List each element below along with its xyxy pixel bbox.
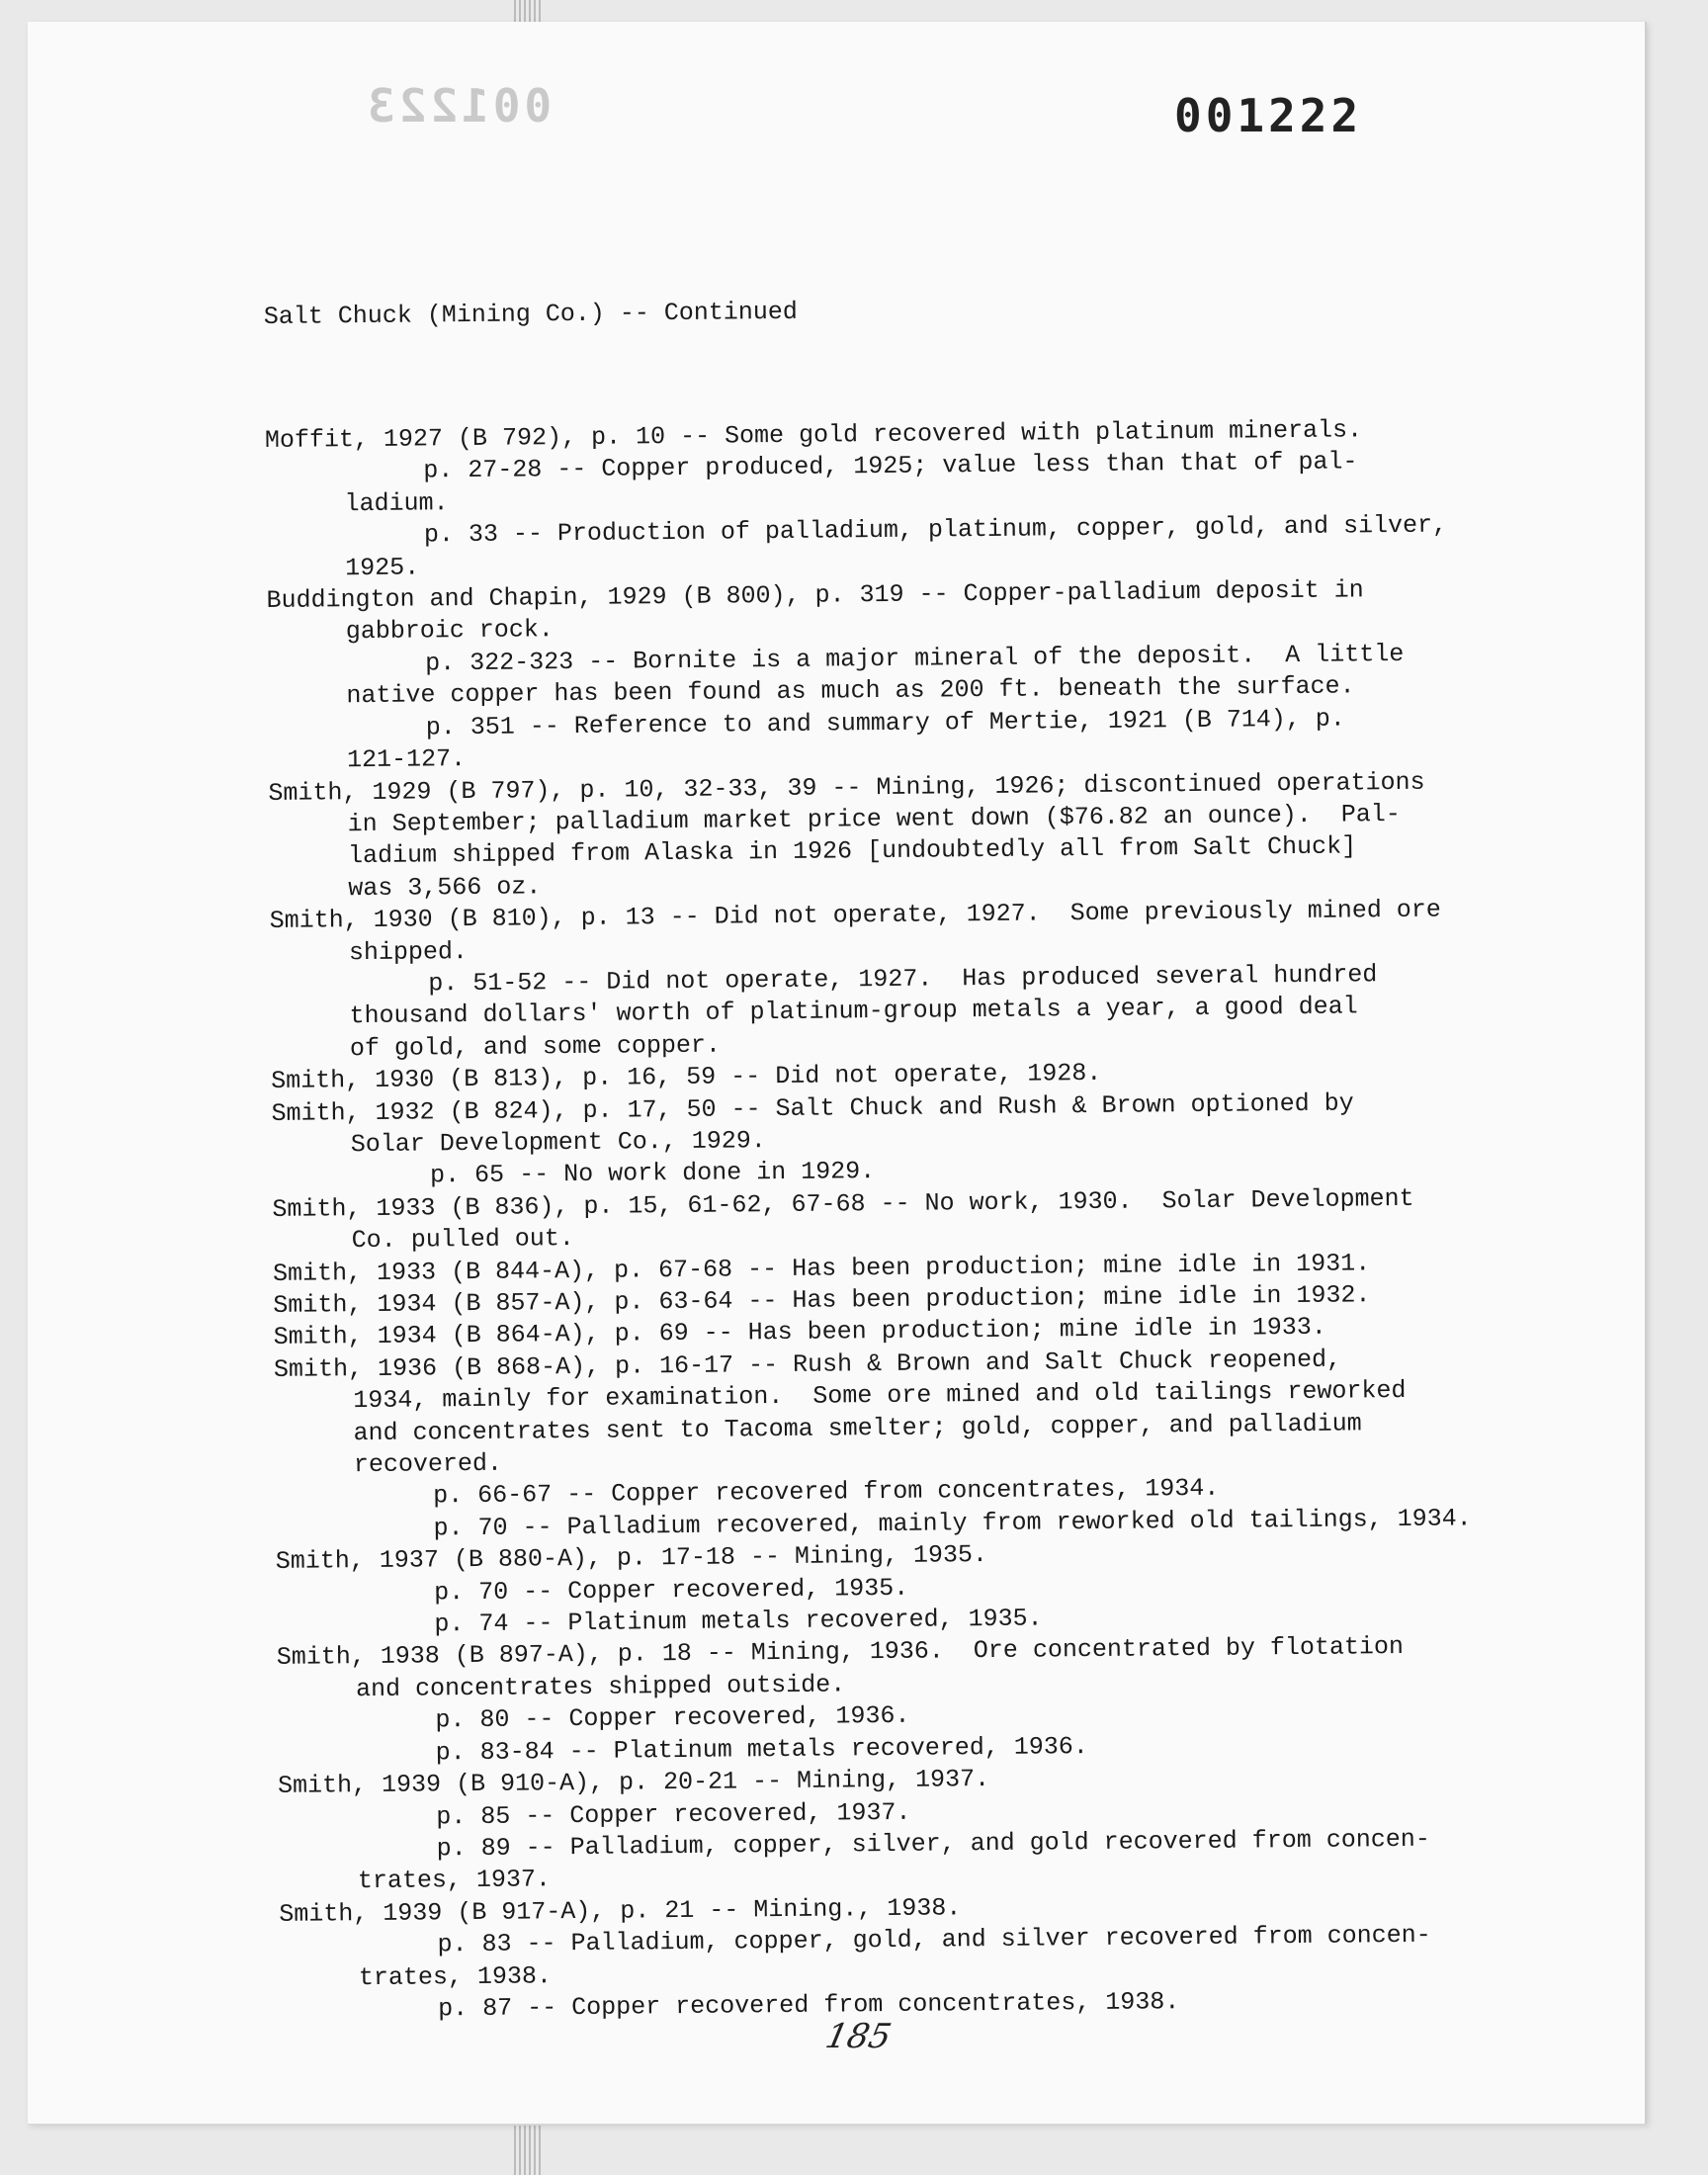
text-line: p. 65 -- No work done in 1929. <box>429 1157 876 1190</box>
document-number: 001222 <box>1174 89 1363 142</box>
text-line: Smith, 1936 (B 868-A), p. 16-17 -- Rush & Brown and Salt Chuck reopened, <box>273 1345 1342 1384</box>
text-line: Smith, 1934 (B 857-A), p. 63-64 -- Has been production; mine idle in 1932. <box>273 1280 1371 1320</box>
text-line: 1925. <box>345 553 420 582</box>
text-line: shipped. <box>348 936 469 967</box>
text-line: trates, 1938. <box>358 1960 553 1992</box>
text-line: 1934, mainly for examination. Some ore mined and old tailings reworked <box>353 1376 1407 1416</box>
text-line: Smith, 1937 (B 880-A), p. 17-18 -- Mining, 1935. <box>275 1540 988 1577</box>
text-line: thousand dollars' worth of platinum-group metals a year, a good deal <box>349 992 1358 1031</box>
text-line: p. 351 -- Reference to and summary of Mertie, 1921 (B 714), p. <box>425 704 1346 742</box>
text-line: p. 89 -- Palladium, copper, silver, and gold recovered from concen- <box>436 1824 1430 1864</box>
text-line: Smith, 1939 (B 917-A), p. 21 -- Mining., 1938. <box>279 1893 962 1929</box>
text-line: p. 322-323 -- Bornite is a major mineral of the deposit. A little <box>425 639 1405 678</box>
text-line: ladium. <box>344 488 449 519</box>
text-line: p. 66-67 -- Copper recovered from concentrates, 1934. <box>433 1474 1220 1511</box>
document-page <box>28 22 1647 2125</box>
scan-edge-top <box>514 0 544 22</box>
text-line: Smith, 1939 (B 910-A), p. 20-21 -- Mining, 1937. <box>277 1765 990 1801</box>
text-line: Smith, 1934 (B 864-A), p. 69 -- Has been production; mine idle in 1933. <box>273 1313 1326 1352</box>
reference-list <box>265 412 1604 2027</box>
text-line: Moffit, 1927 (B 792), p. 10 -- Some gold recovered with platinum minerals. <box>264 415 1363 456</box>
scan-edge-bottom <box>514 2126 544 2175</box>
text-line: Smith, 1933 (B 844-A), p. 67-68 -- Has been production; mine idle in 1931. <box>272 1248 1371 1288</box>
text-line: p. 70 -- Palladium recovered, mainly from reworked old tailings, 1934. <box>433 1504 1472 1543</box>
text-line: in September; palladium market price went down ($76.82 an ounce). Pal- <box>347 799 1401 839</box>
text-line: p. 85 -- Copper recovered, 1937. <box>436 1797 911 1831</box>
text-line: p. 80 -- Copper recovered, 1936. <box>435 1701 910 1735</box>
text-line: p. 87 -- Copper recovered from concentrates, 1938. <box>438 1987 1180 2024</box>
text-line: p. 51-52 -- Did not operate, 1927. Has produced several hundred <box>428 960 1378 999</box>
text-line: Smith, 1933 (B 836), p. 15, 61-62, 67-68 -- No work, 1930. Solar Development <box>272 1183 1414 1224</box>
document-number-mirrored: 001223 <box>364 79 553 132</box>
text-line: and concentrates shipped outside. <box>355 1670 846 1704</box>
text-line: p. 83 -- Palladium, copper, gold, and silver recovered from concen- <box>437 1920 1431 1959</box>
text-line: Co. pulled out. <box>351 1224 574 1256</box>
text-line: was 3,566 oz. <box>348 872 542 903</box>
text-line: Solar Development Co., 1929. <box>350 1126 767 1160</box>
section-heading: Salt Chuck (Mining Co.) -- Continued <box>263 297 798 331</box>
text-line: p. 27-28 -- Copper produced, 1925; value less than that of pal- <box>423 447 1358 485</box>
text-line: ladium shipped from Alaska in 1926 [undoubtedly all from Salt Chuck] <box>347 831 1357 871</box>
page-number: 185 <box>821 2017 896 2056</box>
text-line: Smith, 1929 (B 797), p. 10, 32-33, 39 -- Mining, 1926; discontinued operations <box>268 767 1425 808</box>
text-line: p. 74 -- Platinum metals recovered, 1935. <box>434 1604 1043 1639</box>
text-line: 121-127. <box>346 744 467 775</box>
text-line: Smith, 1930 (B 813), p. 16, 59 -- Did not operate, 1928. <box>271 1059 1102 1096</box>
text-line: p. 70 -- Copper recovered, 1935. <box>434 1573 909 1608</box>
text-line: Buddington and Chapin, 1929 (B 800), p. 319 -- Copper-palladium deposit in <box>266 575 1364 616</box>
document-body <box>263 224 1605 2091</box>
text-line: gabbroic rock. <box>345 615 555 647</box>
text-line: Smith, 1938 (B 897-A), p. 18 -- Mining, 1936. Ore concentrated by flotation <box>276 1632 1405 1673</box>
text-line: Smith, 1930 (B 810), p. 13 -- Did not operate, 1927. Some previously mined ore <box>269 895 1441 936</box>
text-line: native copper has been found as much as 200 ft. beneath the surface. <box>346 671 1355 711</box>
text-line: p. 33 -- Production of palladium, platinum, copper, gold, and silver, <box>423 510 1448 550</box>
text-line: of gold, and some copper. <box>349 1030 722 1063</box>
text-line: recovered. <box>353 1448 503 1480</box>
text-line: and concentrates sent to Tacoma smelter; gold, copper, and palladium <box>353 1409 1362 1447</box>
text-line: p. 83-84 -- Platinum metals recovered, 1936. <box>435 1731 1088 1768</box>
text-line: trates, 1937. <box>357 1865 552 1896</box>
text-line: Smith, 1932 (B 824), p. 17, 50 -- Salt Chuck and Rush & Brown optioned by <box>271 1088 1354 1128</box>
